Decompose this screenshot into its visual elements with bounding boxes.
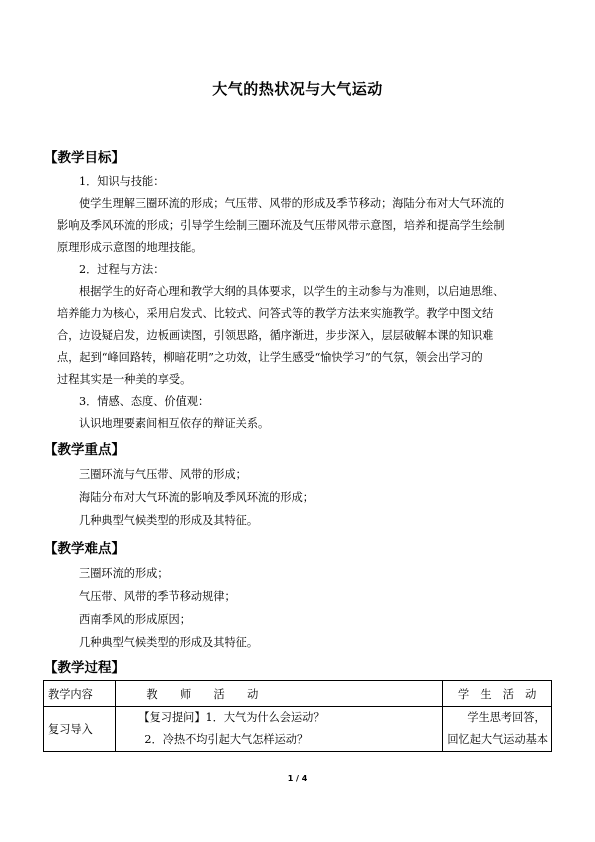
table-header-teacher: 教 师 活 动 — [116, 681, 443, 707]
table-header-content: 教学内容 — [44, 681, 116, 707]
process-table — [43, 680, 552, 752]
teacher-line: 2．冷热不均引起大气怎样运动？ — [144, 733, 309, 746]
row-student-cell — [443, 707, 552, 752]
page-number: 1 / 4 — [287, 774, 308, 783]
difficulties-line: 三圈环流的形成； — [79, 567, 169, 580]
key-points-heading: 【教学重点】 — [44, 442, 125, 458]
student-line: 学生思考回答， — [467, 711, 546, 724]
table-header-student: 学 生 活 动 — [443, 681, 552, 707]
objectives-line: 点，起到“峰回路转，柳暗花明”之功效，让学生感受“愉快学习”的气氛，领会出学习的 — [57, 351, 483, 364]
objectives-line: 影响及季风环流的形成；引导学生绘制三圈环流及气压带风带示意图，培养和提高学生绘制 — [57, 219, 505, 232]
objectives-line: 合，边设疑启发，边板画读图，引领思路，循序渐进，步步深入，层层破解本课的知识难 — [57, 329, 494, 342]
objectives-line: 根据学生的好奇心理和教学大纲的具体要求，以学生的主动参与为准则，以启迪思维、 — [79, 285, 505, 298]
objectives-line: 1．知识与技能： — [79, 175, 165, 188]
student-line: 回忆起大气运动基本 — [447, 733, 549, 746]
key-points-line: 三圈环流与气压带、风带的形成； — [79, 468, 247, 481]
difficulties-heading: 【教学难点】 — [44, 541, 125, 557]
row-teacher-cell — [116, 707, 443, 752]
table-header-row — [44, 681, 552, 707]
teacher-line: 【复习提问】1．大气为什么会运动？ — [138, 711, 325, 724]
objectives-line: 过程其实是一种美的享受。 — [57, 373, 192, 386]
objectives-line: 3．情感、态度、价值观： — [79, 395, 210, 408]
process-heading: 【教学过程】 — [44, 660, 125, 676]
objectives-line: 培养能力为核心，采用启发式、比较式、问答式等的教学方法来实施教学。教学中图文结 — [57, 307, 494, 320]
row-content-cell: 复习导入 — [44, 707, 116, 752]
key-points-line: 海陆分布对大气环流的影响及季风环流的形成； — [79, 491, 314, 504]
objectives-line: 使学生理解三圈环流的形成；气压带、风带的形成及季节移动；海陆分布对大气环流的 — [79, 197, 505, 210]
objectives-line: 2．过程与方法： — [79, 263, 165, 276]
objectives-heading: 【教学目标】 — [44, 150, 125, 166]
table-row — [44, 707, 552, 752]
key-points-line: 几种典型气候类型的形成及其特征。 — [79, 514, 259, 527]
page-title: 大气的热状况与大气运动 — [212, 80, 383, 98]
difficulties-line: 几种典型气候类型的形成及其特征。 — [79, 636, 259, 649]
difficulties-line: 西南季风的形成原因； — [79, 613, 191, 626]
objectives-line: 原理形成示意图的地理技能。 — [57, 241, 203, 254]
objectives-line: 认识地理要素间相互依存的辩证关系。 — [79, 417, 270, 430]
difficulties-line: 气压带、风带的季节移动规律； — [79, 590, 236, 603]
